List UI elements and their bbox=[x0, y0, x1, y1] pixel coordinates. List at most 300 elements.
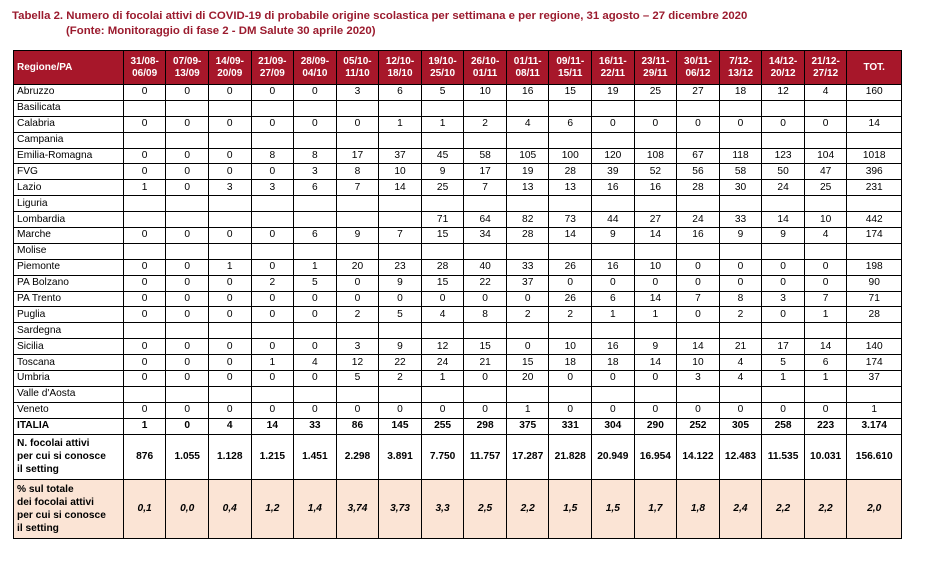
week-value-cell bbox=[592, 323, 635, 339]
week-value-cell: 4 bbox=[804, 228, 847, 244]
week-column-header bbox=[464, 51, 507, 85]
week-value-cell bbox=[464, 323, 507, 339]
row-label-line: il setting bbox=[17, 522, 59, 534]
caption-title: Tabella 2. Numero di focolai attivi di COVID-19 di probabile origine scolastica per settimana e per regione, 31 agosto – 27 dicembre 2020 bbox=[12, 10, 748, 22]
week-value-cell: 0 bbox=[506, 339, 549, 355]
week-value-cell: 0 bbox=[208, 339, 251, 355]
week-value-cell bbox=[336, 100, 379, 116]
total-cell: 156.610 bbox=[847, 434, 902, 479]
region-name: PA Bolzano bbox=[14, 275, 124, 291]
week-value-cell bbox=[123, 132, 166, 148]
week-value-cell: 28 bbox=[677, 180, 720, 196]
week-value-cell: 3 bbox=[336, 339, 379, 355]
region-name: Lombardia bbox=[14, 212, 124, 228]
week-value-cell bbox=[506, 196, 549, 212]
week-value-cell: 0 bbox=[166, 291, 209, 307]
week-value-cell: 9 bbox=[592, 228, 635, 244]
week-column-header bbox=[549, 51, 592, 85]
week-value-cell: 0 bbox=[166, 259, 209, 275]
region-name: Calabria bbox=[14, 116, 124, 132]
week-value-cell: 0 bbox=[251, 116, 294, 132]
week-end: 25/10 bbox=[430, 67, 456, 79]
week-value-cell: 375 bbox=[506, 418, 549, 434]
total-cell: 1018 bbox=[847, 148, 902, 164]
week-value-cell bbox=[294, 323, 337, 339]
week-start: 14/12- bbox=[768, 55, 798, 67]
week-value-cell bbox=[719, 243, 762, 259]
week-value-cell: 0 bbox=[166, 418, 209, 434]
week-value-cell: 0 bbox=[719, 116, 762, 132]
week-value-cell bbox=[506, 100, 549, 116]
week-value-cell: 1,8 bbox=[677, 479, 720, 538]
region-name: Veneto bbox=[14, 402, 124, 418]
week-value-cell bbox=[379, 100, 422, 116]
region-name: FVG bbox=[14, 164, 124, 180]
week-value-cell: 0 bbox=[379, 291, 422, 307]
italia-total-row bbox=[14, 418, 902, 434]
week-value-cell: 21 bbox=[464, 355, 507, 371]
week-value-cell: 1 bbox=[379, 116, 422, 132]
week-value-cell: 0 bbox=[677, 402, 720, 418]
table-row bbox=[14, 323, 902, 339]
week-value-cell bbox=[634, 386, 677, 402]
week-value-cell: 0 bbox=[804, 259, 847, 275]
week-value-cell: 71 bbox=[421, 212, 464, 228]
week-value-cell: 30 bbox=[719, 180, 762, 196]
week-value-cell: 252 bbox=[677, 418, 720, 434]
week-value-cell: 5 bbox=[294, 275, 337, 291]
week-value-cell: 22 bbox=[379, 355, 422, 371]
week-value-cell: 24 bbox=[421, 355, 464, 371]
week-value-cell: 223 bbox=[804, 418, 847, 434]
week-value-cell: 0 bbox=[166, 85, 209, 101]
week-value-cell: 145 bbox=[379, 418, 422, 434]
week-end: 27/12 bbox=[813, 67, 839, 79]
table-row bbox=[14, 196, 902, 212]
week-value-cell: 0 bbox=[251, 164, 294, 180]
week-value-cell: 0 bbox=[166, 402, 209, 418]
week-end: 11/10 bbox=[345, 67, 370, 79]
week-value-cell bbox=[549, 243, 592, 259]
week-value-cell: 8 bbox=[719, 291, 762, 307]
week-value-cell: 100 bbox=[549, 148, 592, 164]
week-value-cell: 0 bbox=[762, 307, 805, 323]
week-value-cell: 26 bbox=[549, 259, 592, 275]
week-value-cell: 0 bbox=[804, 116, 847, 132]
week-value-cell: 331 bbox=[549, 418, 592, 434]
week-value-cell: 3.891 bbox=[379, 434, 422, 479]
week-value-cell bbox=[677, 243, 720, 259]
week-value-cell: 16 bbox=[592, 180, 635, 196]
week-value-cell: 0 bbox=[251, 85, 294, 101]
week-value-cell: 17 bbox=[336, 148, 379, 164]
total-cell: 2,0 bbox=[847, 479, 902, 538]
week-value-cell: 7 bbox=[336, 180, 379, 196]
week-value-cell bbox=[251, 212, 294, 228]
week-value-cell: 0 bbox=[677, 116, 720, 132]
week-value-cell: 8 bbox=[251, 148, 294, 164]
week-value-cell: 11.757 bbox=[464, 434, 507, 479]
week-value-cell: 305 bbox=[719, 418, 762, 434]
table-row bbox=[14, 291, 902, 307]
week-value-cell: 105 bbox=[506, 148, 549, 164]
week-value-cell bbox=[464, 386, 507, 402]
week-value-cell: 3 bbox=[208, 180, 251, 196]
week-value-cell: 0 bbox=[251, 291, 294, 307]
week-value-cell: 18 bbox=[592, 355, 635, 371]
week-value-cell: 6 bbox=[294, 228, 337, 244]
week-value-cell: 16 bbox=[634, 180, 677, 196]
week-column-header bbox=[379, 51, 422, 85]
week-value-cell: 21 bbox=[719, 339, 762, 355]
week-value-cell: 5 bbox=[762, 355, 805, 371]
week-value-cell: 255 bbox=[421, 418, 464, 434]
week-value-cell: 0 bbox=[294, 116, 337, 132]
week-value-cell: 4 bbox=[804, 85, 847, 101]
week-value-cell: 28 bbox=[506, 228, 549, 244]
region-name: Valle d'Aosta bbox=[14, 386, 124, 402]
week-value-cell: 108 bbox=[634, 148, 677, 164]
week-value-cell: 0 bbox=[123, 85, 166, 101]
week-value-cell bbox=[506, 323, 549, 339]
week-value-cell bbox=[294, 386, 337, 402]
week-value-cell: 34 bbox=[464, 228, 507, 244]
week-value-cell: 5 bbox=[336, 371, 379, 387]
week-value-cell bbox=[464, 100, 507, 116]
week-value-cell bbox=[336, 196, 379, 212]
week-start: 19/10- bbox=[428, 55, 457, 67]
week-value-cell bbox=[123, 323, 166, 339]
week-value-cell: 0 bbox=[549, 402, 592, 418]
week-value-cell: 0 bbox=[123, 259, 166, 275]
week-value-cell: 1 bbox=[804, 371, 847, 387]
week-value-cell: 1.128 bbox=[208, 434, 251, 479]
week-value-cell: 0 bbox=[208, 291, 251, 307]
week-end: 18/10 bbox=[387, 67, 413, 79]
week-value-cell: 290 bbox=[634, 418, 677, 434]
week-value-cell: 2,2 bbox=[506, 479, 549, 538]
week-value-cell: 0 bbox=[166, 228, 209, 244]
week-value-cell bbox=[336, 323, 379, 339]
week-value-cell: 2 bbox=[464, 116, 507, 132]
week-value-cell: 14.122 bbox=[677, 434, 720, 479]
week-value-cell: 0 bbox=[123, 228, 166, 244]
week-value-cell: 0 bbox=[464, 402, 507, 418]
week-value-cell: 876 bbox=[123, 434, 166, 479]
week-value-cell bbox=[251, 100, 294, 116]
week-value-cell bbox=[719, 196, 762, 212]
week-start: 12/10- bbox=[385, 55, 415, 67]
week-end: 13/12 bbox=[728, 67, 754, 79]
week-value-cell: 4 bbox=[421, 307, 464, 323]
week-start: 09/11- bbox=[556, 55, 585, 67]
week-value-cell: 33 bbox=[506, 259, 549, 275]
week-value-cell: 6 bbox=[294, 180, 337, 196]
week-value-cell bbox=[762, 196, 805, 212]
table-row bbox=[14, 355, 902, 371]
week-end: 06/12 bbox=[685, 67, 711, 79]
week-value-cell: 0 bbox=[123, 339, 166, 355]
week-value-cell: 10 bbox=[804, 212, 847, 228]
total-cell: 1 bbox=[847, 402, 902, 418]
week-value-cell: 1 bbox=[421, 116, 464, 132]
week-value-cell: 6 bbox=[379, 85, 422, 101]
total-cell: 396 bbox=[847, 164, 902, 180]
week-column-header bbox=[762, 51, 805, 85]
week-value-cell bbox=[719, 323, 762, 339]
week-value-cell: 21.828 bbox=[549, 434, 592, 479]
region-name: Lazio bbox=[14, 180, 124, 196]
week-value-cell bbox=[123, 243, 166, 259]
week-value-cell: 6 bbox=[804, 355, 847, 371]
week-value-cell: 0,0 bbox=[166, 479, 209, 538]
week-value-cell bbox=[762, 323, 805, 339]
week-value-cell: 0 bbox=[294, 339, 337, 355]
table-row bbox=[14, 116, 902, 132]
table-row bbox=[14, 339, 902, 355]
week-value-cell bbox=[166, 386, 209, 402]
week-value-cell: 0 bbox=[634, 116, 677, 132]
week-value-cell bbox=[294, 196, 337, 212]
week-value-cell: 0 bbox=[294, 85, 337, 101]
header-row bbox=[14, 51, 902, 85]
week-value-cell: 14 bbox=[762, 212, 805, 228]
week-value-cell bbox=[549, 100, 592, 116]
week-end: 04/10 bbox=[302, 67, 328, 79]
row-label bbox=[14, 479, 124, 538]
week-value-cell: 304 bbox=[592, 418, 635, 434]
week-value-cell: 2,4 bbox=[719, 479, 762, 538]
week-column-header bbox=[677, 51, 720, 85]
region-name: Toscana bbox=[14, 355, 124, 371]
week-value-cell bbox=[719, 386, 762, 402]
week-value-cell bbox=[464, 132, 507, 148]
week-value-cell bbox=[634, 132, 677, 148]
week-value-cell bbox=[804, 386, 847, 402]
table-row bbox=[14, 85, 902, 101]
week-column-header bbox=[294, 51, 337, 85]
week-value-cell: 9 bbox=[634, 339, 677, 355]
week-start: 07/09- bbox=[173, 55, 202, 67]
row-label-line: per cui si conosce bbox=[17, 451, 106, 463]
week-column-header bbox=[166, 51, 209, 85]
week-value-cell: 0 bbox=[464, 371, 507, 387]
week-value-cell: 0 bbox=[336, 116, 379, 132]
week-value-cell: 44 bbox=[592, 212, 635, 228]
week-value-cell bbox=[123, 100, 166, 116]
week-value-cell: 0 bbox=[251, 307, 294, 323]
week-value-cell: 0 bbox=[123, 148, 166, 164]
region-name: Molise bbox=[14, 243, 124, 259]
week-value-cell: 0 bbox=[677, 259, 720, 275]
week-value-cell: 8 bbox=[294, 148, 337, 164]
table-row bbox=[14, 307, 902, 323]
week-end: 06/09 bbox=[132, 67, 158, 79]
week-value-cell: 1,2 bbox=[251, 479, 294, 538]
week-value-cell bbox=[421, 100, 464, 116]
week-value-cell: 5 bbox=[421, 85, 464, 101]
week-value-cell: 2 bbox=[336, 307, 379, 323]
week-value-cell bbox=[208, 196, 251, 212]
week-value-cell bbox=[762, 386, 805, 402]
week-value-cell: 27 bbox=[677, 85, 720, 101]
week-value-cell bbox=[166, 212, 209, 228]
week-value-cell: 3 bbox=[677, 371, 720, 387]
week-value-cell: 9 bbox=[762, 228, 805, 244]
region-name: Umbria bbox=[14, 371, 124, 387]
week-start: 23/11- bbox=[641, 55, 670, 67]
week-value-cell: 14 bbox=[251, 418, 294, 434]
week-value-cell: 0 bbox=[208, 228, 251, 244]
week-value-cell bbox=[592, 243, 635, 259]
week-value-cell: 50 bbox=[762, 164, 805, 180]
total-cell: 90 bbox=[847, 275, 902, 291]
week-column-header bbox=[123, 51, 166, 85]
week-value-cell: 26 bbox=[549, 291, 592, 307]
week-value-cell: 12 bbox=[336, 355, 379, 371]
week-value-cell: 14 bbox=[634, 228, 677, 244]
row-label-line: N. focolai attivi bbox=[17, 438, 90, 450]
week-value-cell bbox=[421, 386, 464, 402]
week-value-cell: 7 bbox=[804, 291, 847, 307]
week-start: 14/09- bbox=[215, 55, 244, 67]
total-column-header: TOT. bbox=[847, 51, 902, 85]
week-value-cell: 27 bbox=[634, 212, 677, 228]
week-value-cell: 0 bbox=[208, 275, 251, 291]
total-cell: 14 bbox=[847, 116, 902, 132]
total-cell: 3.174 bbox=[847, 418, 902, 434]
week-value-cell bbox=[634, 243, 677, 259]
week-value-cell: 58 bbox=[719, 164, 762, 180]
week-value-cell: 0 bbox=[251, 339, 294, 355]
week-value-cell bbox=[294, 243, 337, 259]
total-cell: 71 bbox=[847, 291, 902, 307]
total-cell: 198 bbox=[847, 259, 902, 275]
region-name: Sardegna bbox=[14, 323, 124, 339]
week-value-cell: 11.535 bbox=[762, 434, 805, 479]
region-name: Puglia bbox=[14, 307, 124, 323]
week-value-cell: 0 bbox=[251, 259, 294, 275]
week-value-cell bbox=[804, 196, 847, 212]
week-column-header bbox=[208, 51, 251, 85]
week-value-cell: 0 bbox=[677, 307, 720, 323]
table-row bbox=[14, 275, 902, 291]
week-value-cell: 5 bbox=[379, 307, 422, 323]
week-value-cell: 0 bbox=[677, 275, 720, 291]
week-value-cell: 0 bbox=[251, 371, 294, 387]
week-value-cell bbox=[251, 132, 294, 148]
week-value-cell: 0 bbox=[336, 291, 379, 307]
week-value-cell: 2 bbox=[506, 307, 549, 323]
week-value-cell: 19 bbox=[506, 164, 549, 180]
row-label-line: dei focolai attivi bbox=[17, 496, 94, 508]
week-value-cell: 0 bbox=[123, 164, 166, 180]
table-caption bbox=[12, 9, 747, 39]
week-value-cell: 0 bbox=[123, 291, 166, 307]
week-value-cell: 0 bbox=[123, 371, 166, 387]
week-value-cell bbox=[506, 132, 549, 148]
week-value-cell: 19 bbox=[592, 85, 635, 101]
week-value-cell: 1.215 bbox=[251, 434, 294, 479]
region-name: Marche bbox=[14, 228, 124, 244]
week-value-cell bbox=[123, 386, 166, 402]
week-value-cell: 0 bbox=[208, 116, 251, 132]
week-value-cell: 13 bbox=[506, 180, 549, 196]
week-value-cell bbox=[166, 196, 209, 212]
week-end: 27/09 bbox=[259, 67, 285, 79]
week-value-cell: 0 bbox=[294, 307, 337, 323]
week-value-cell: 1.451 bbox=[294, 434, 337, 479]
row-label bbox=[14, 434, 124, 479]
week-value-cell: 2,2 bbox=[804, 479, 847, 538]
week-value-cell: 9 bbox=[421, 164, 464, 180]
week-value-cell bbox=[336, 243, 379, 259]
week-value-cell: 0 bbox=[208, 85, 251, 101]
week-value-cell: 1.055 bbox=[166, 434, 209, 479]
week-value-cell: 0 bbox=[719, 402, 762, 418]
week-value-cell bbox=[208, 386, 251, 402]
week-value-cell: 15 bbox=[464, 339, 507, 355]
week-value-cell bbox=[294, 132, 337, 148]
week-value-cell: 9 bbox=[379, 275, 422, 291]
week-value-cell: 0 bbox=[123, 275, 166, 291]
week-value-cell: 0 bbox=[123, 307, 166, 323]
week-value-cell: 0,1 bbox=[123, 479, 166, 538]
week-value-cell: 20.949 bbox=[592, 434, 635, 479]
table-row bbox=[14, 402, 902, 418]
table-row bbox=[14, 371, 902, 387]
week-value-cell bbox=[421, 196, 464, 212]
week-value-cell: 39 bbox=[592, 164, 635, 180]
week-start: 01/11- bbox=[513, 55, 542, 67]
week-value-cell: 0 bbox=[166, 116, 209, 132]
week-value-cell bbox=[634, 323, 677, 339]
row-label-line: per cui si conosce bbox=[17, 509, 106, 521]
week-value-cell: 16 bbox=[592, 339, 635, 355]
week-value-cell: 0 bbox=[804, 275, 847, 291]
week-value-cell: 0 bbox=[208, 148, 251, 164]
week-value-cell: 0 bbox=[719, 259, 762, 275]
region-name: Sicilia bbox=[14, 339, 124, 355]
row-label-line: il setting bbox=[17, 464, 59, 476]
week-value-cell: 0 bbox=[208, 164, 251, 180]
week-value-cell: 12.483 bbox=[719, 434, 762, 479]
week-value-cell: 10 bbox=[677, 355, 720, 371]
total-cell: 140 bbox=[847, 339, 902, 355]
week-end: 01/11 bbox=[472, 67, 498, 79]
week-value-cell: 2 bbox=[719, 307, 762, 323]
week-column-header bbox=[421, 51, 464, 85]
week-value-cell: 0 bbox=[634, 402, 677, 418]
table-row bbox=[14, 243, 902, 259]
total-cell: 160 bbox=[847, 85, 902, 101]
table-row bbox=[14, 132, 902, 148]
week-value-cell bbox=[677, 386, 720, 402]
week-column-header bbox=[251, 51, 294, 85]
week-value-cell: 67 bbox=[677, 148, 720, 164]
week-value-cell bbox=[421, 132, 464, 148]
week-value-cell bbox=[251, 386, 294, 402]
week-value-cell: 1 bbox=[506, 402, 549, 418]
week-value-cell: 0 bbox=[294, 371, 337, 387]
week-value-cell bbox=[294, 212, 337, 228]
week-value-cell: 4 bbox=[294, 355, 337, 371]
week-value-cell: 15 bbox=[421, 228, 464, 244]
week-value-cell: 123 bbox=[762, 148, 805, 164]
week-value-cell: 0 bbox=[592, 371, 635, 387]
week-value-cell: 9 bbox=[336, 228, 379, 244]
week-value-cell: 28 bbox=[549, 164, 592, 180]
